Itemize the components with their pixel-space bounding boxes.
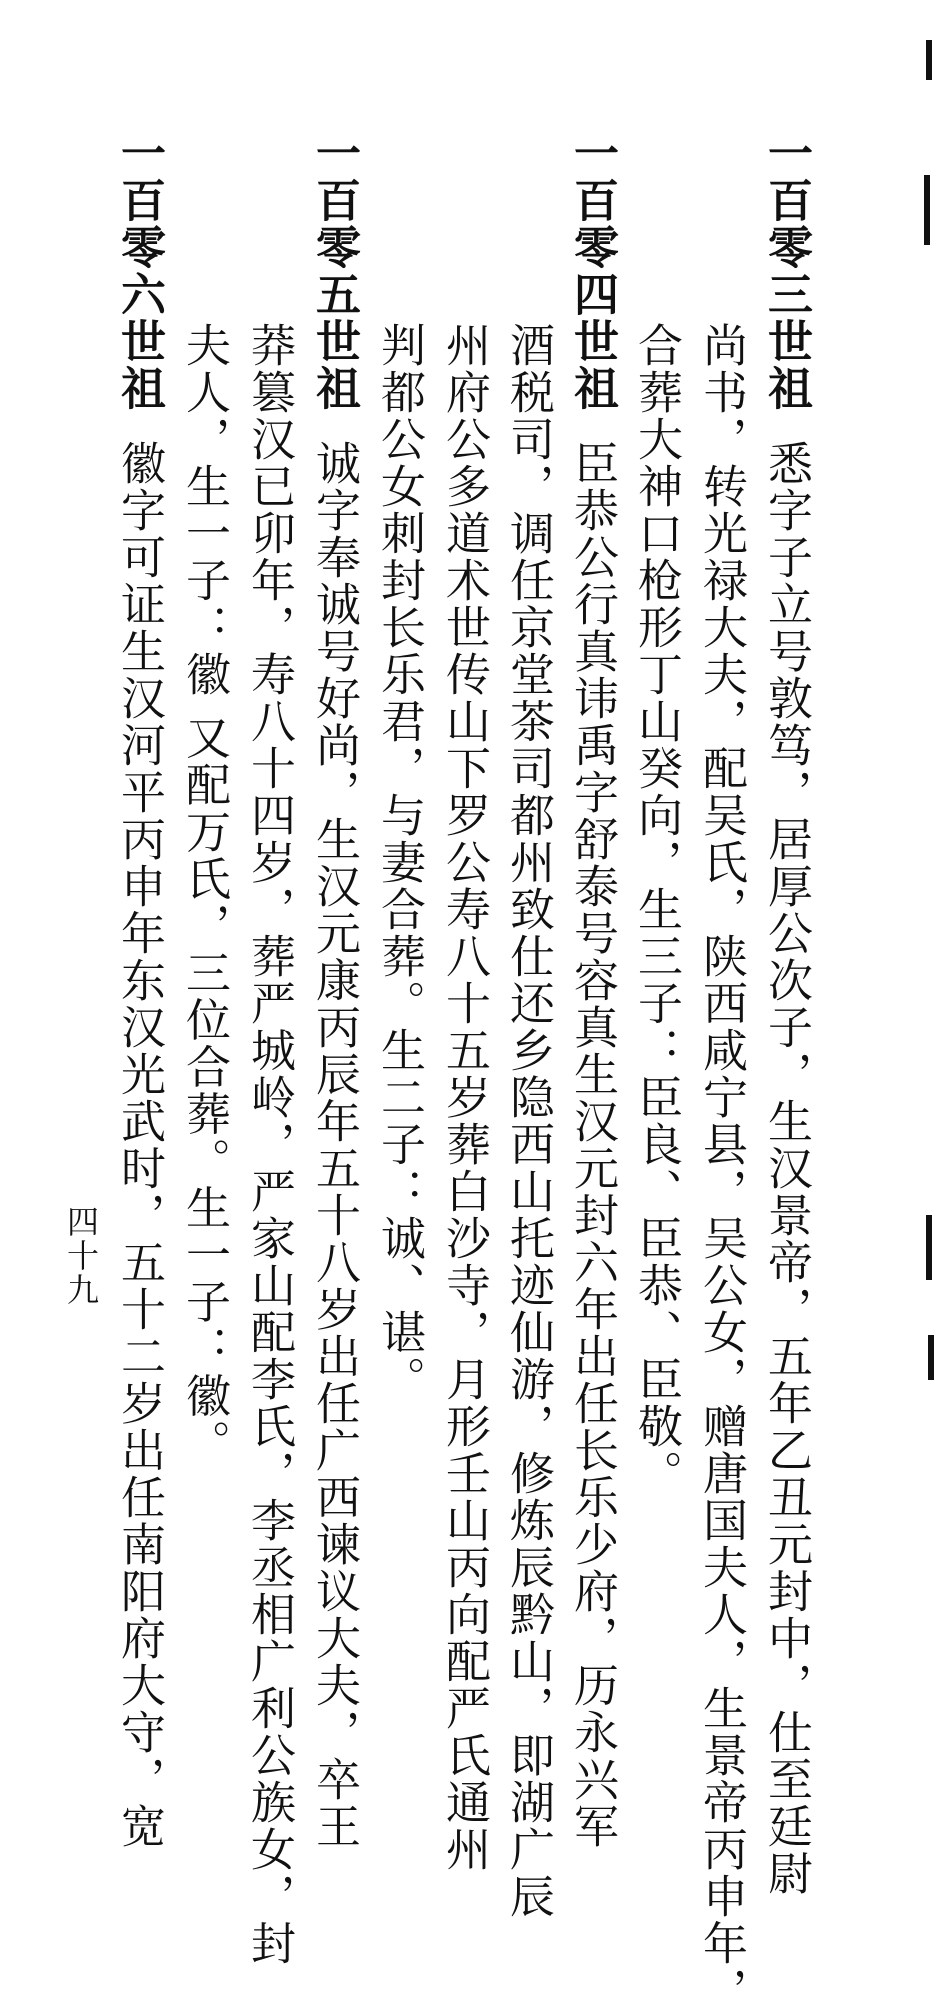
entry-105-line-3: 夫人，生一子：徽 又配万氏，三位合葬。生一子：徽。 bbox=[178, 322, 231, 1467]
scan-edge-mark bbox=[926, 1215, 932, 1280]
entry-104-line-1: 臣恭公行真讳禹字舒泰号容真生汉元封六年出任长乐少府，历永兴军 bbox=[566, 440, 619, 1850]
entry-103-heading: 一百零三世祖 bbox=[760, 130, 813, 412]
entry-105-line-1: 诚字奉诚号好尚，生汉元康丙辰年五十八岁出任广西谏议大夫，卒王 bbox=[308, 440, 361, 1850]
page-number: 四十九 bbox=[62, 1205, 100, 1307]
entry-103-line-2: 尚书，转光禄大夫，配吴氏，陕西咸宁县，吴公女，赠唐国夫人，生景帝丙申年， bbox=[695, 322, 748, 2014]
entry-106-heading: 一百零六世祖 bbox=[113, 130, 166, 412]
entry-104-line-2: 酒税司，调任京堂茶司都州致仕还乡隐西山托迹仙游，修炼辰黔山，即湖广辰 bbox=[502, 322, 555, 1920]
entry-104-line-3: 州府公多道术世传山下罗公寿八十五岁葬白沙寺，月形壬山丙向配严氏通州 bbox=[438, 322, 491, 1873]
entry-105-line-2: 莽篡汉已卯年，寿八十四岁，葬严城岭，严家山配李氏，李丞相广利公族女，封 bbox=[243, 322, 296, 1967]
entry-105-first-line bbox=[308, 130, 361, 1850]
entry-106-first-line bbox=[113, 130, 166, 1850]
scan-edge-mark bbox=[928, 1335, 934, 1380]
entry-104-line-4: 判都公女刺封长乐君，与妻合葬。生二子：诚、谌。 bbox=[373, 322, 426, 1403]
entry-103-first-line bbox=[760, 130, 813, 1897]
scan-edge-mark bbox=[924, 175, 930, 245]
entry-106-line-1: 徽字可证生汉河平丙申年东汉光武时，五十二岁出任南阳府大守，宽 bbox=[113, 440, 166, 1850]
entry-103-line-3: 合葬大神口枪形丁山癸向，生三子：臣良、臣恭、臣敬。 bbox=[630, 322, 683, 1497]
scan-edge-mark bbox=[926, 40, 932, 80]
entry-105-heading: 一百零五世祖 bbox=[308, 130, 361, 412]
entry-104-heading: 一百零四世祖 bbox=[566, 130, 619, 412]
entry-103-line-1: 悉字子立号敦笃，居厚公次子，生汉景帝，五年乙丑元封中，仕至廷尉 bbox=[760, 440, 813, 1897]
entry-104-first-line bbox=[566, 130, 619, 1850]
